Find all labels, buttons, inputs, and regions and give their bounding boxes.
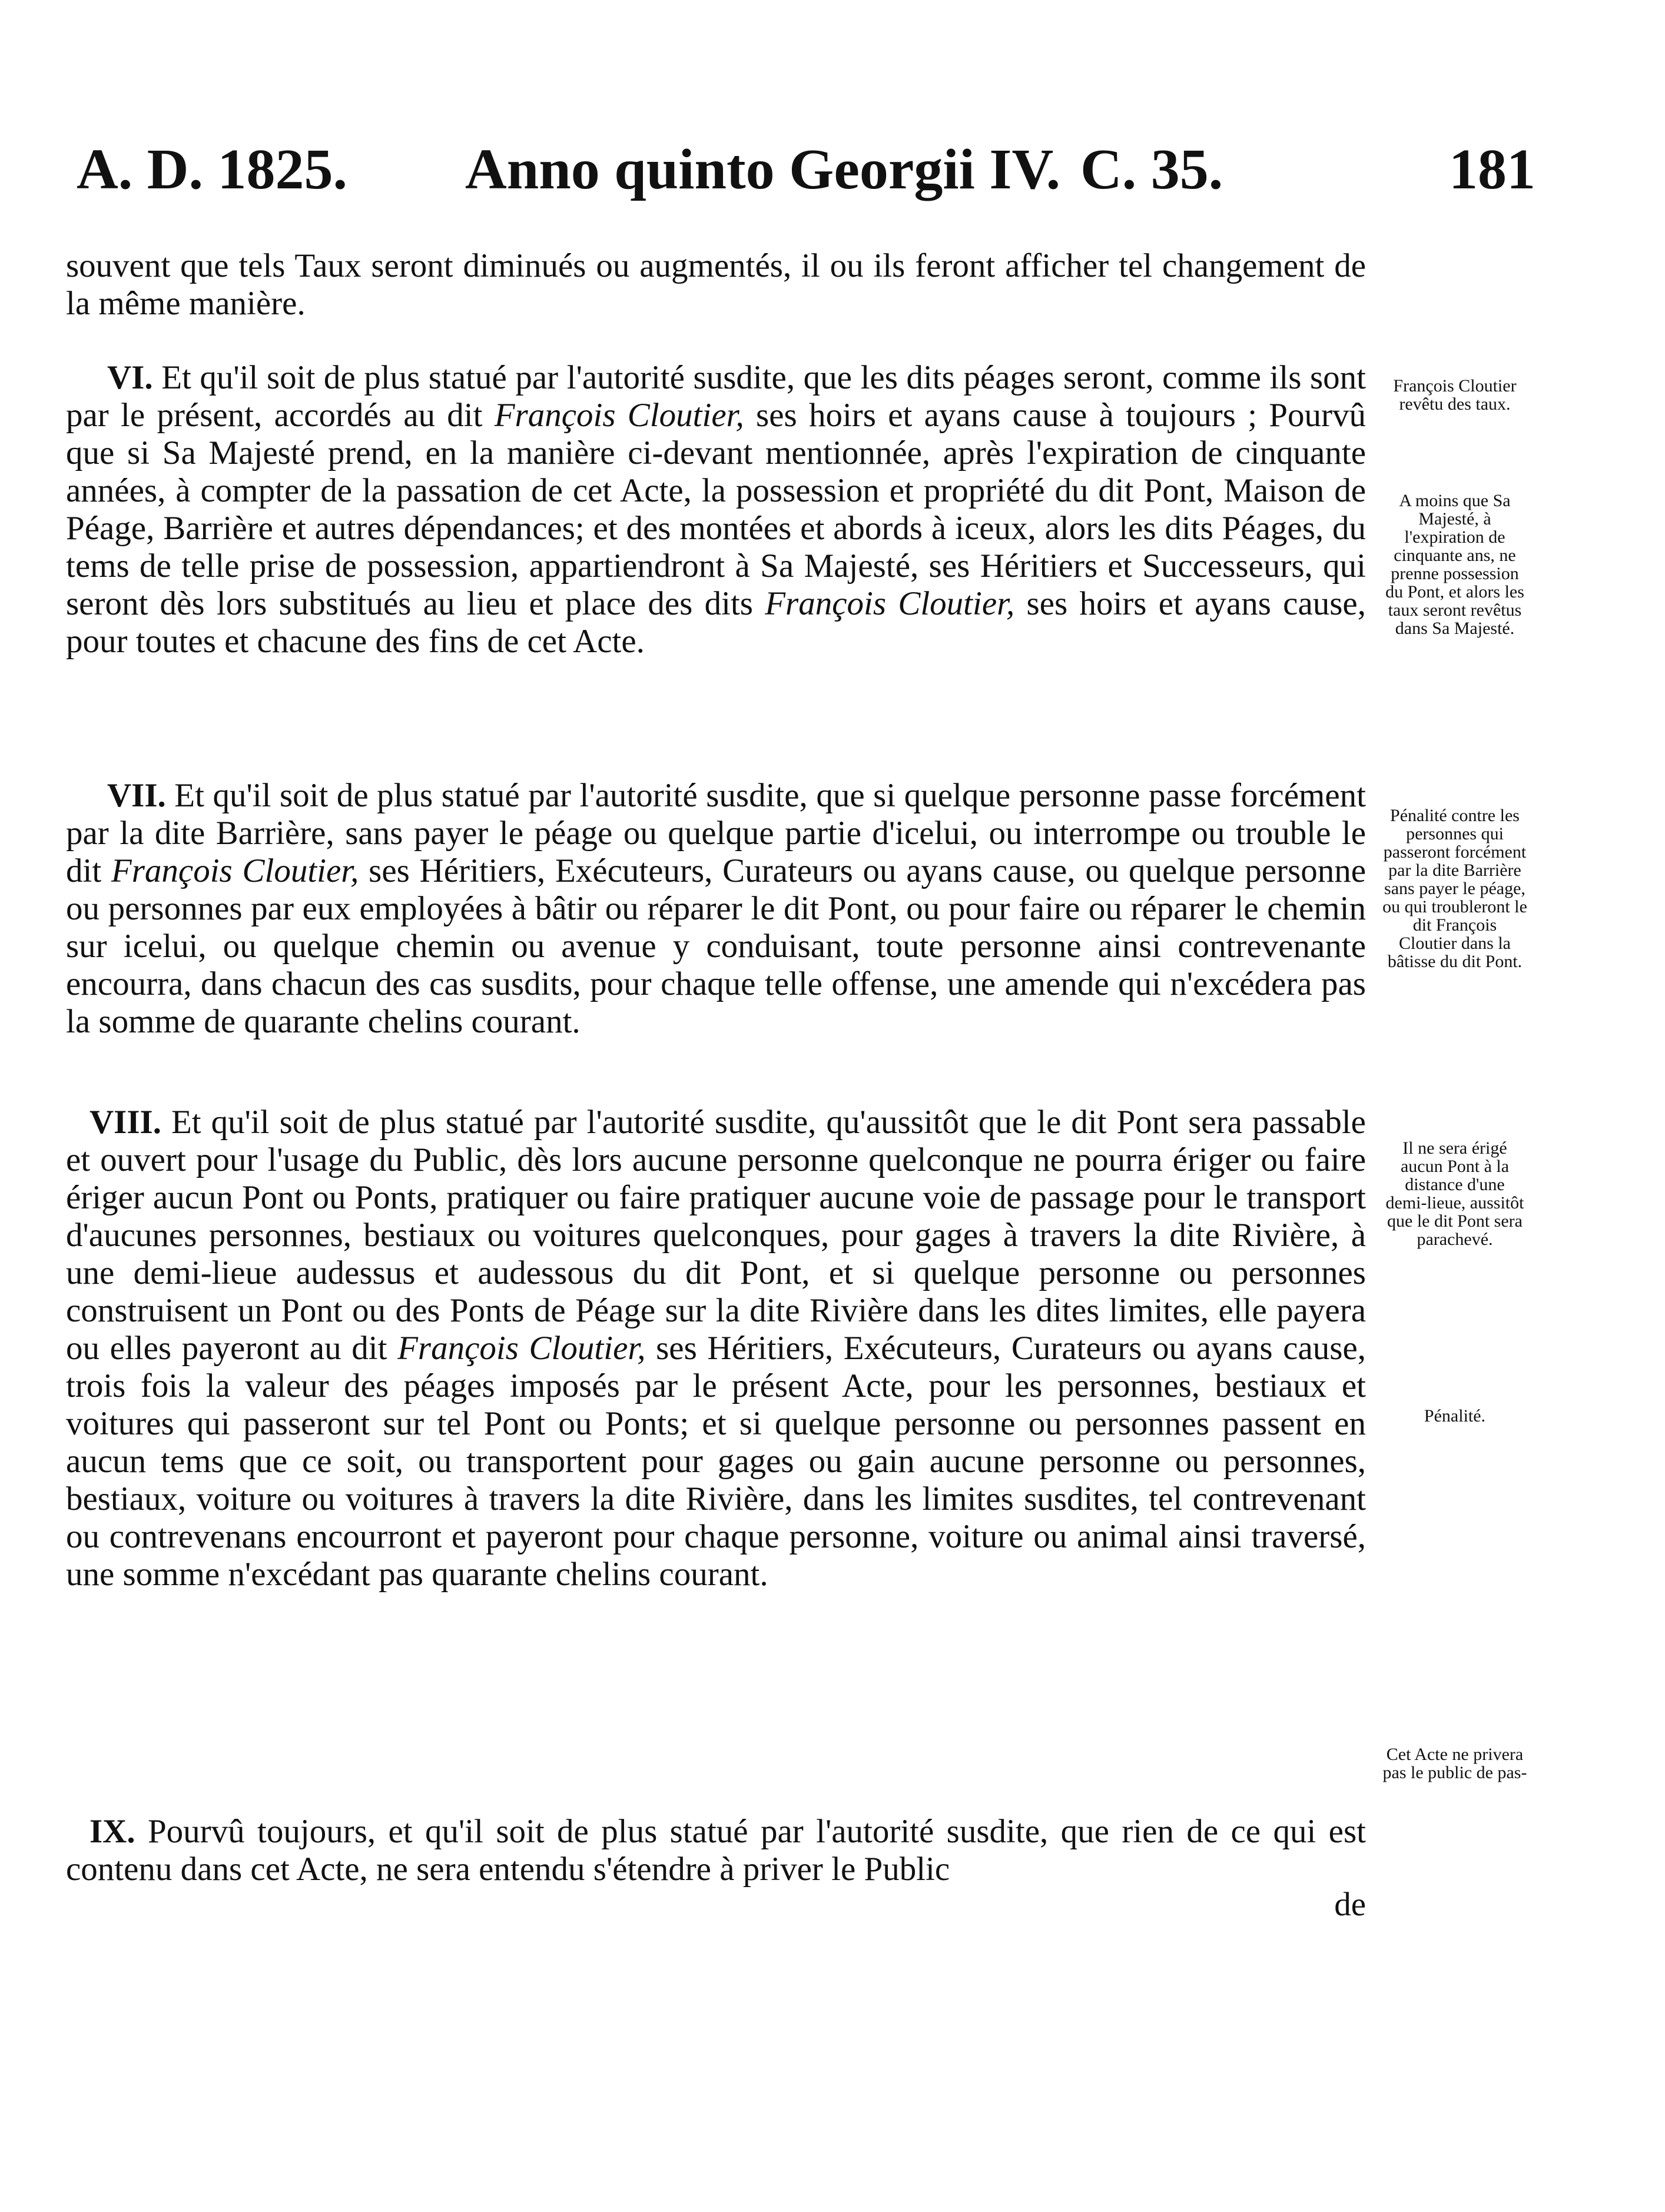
person-name: François Cloutier, [111, 852, 359, 889]
section-vii: VII. Et qu'il soit de plus statué par l'autorité susdite, que si quelque personne passe forcément par la dite Barrière, sans payer le péage ou quelque partie d'icelui, ou interrompe ou trouble le dit François Cloutier, ses Héritiers, Exécuteurs, Curateurs ou ayans cause, ou quelque personne ou personnes par eux employées à bâtir ou réparer le dit Pont, ou pour faire ou réparer le chemin sur icelui, ou quelque chemin ou avenue y conduisant, toute personne ainsi contrevenante encourra, dans chacun des cas susdits, pour chaque telle offense, une amende qui n'excédera pas la somme de quarante chelins courant. [66, 777, 1366, 1040]
paragraph-continuation [66, 247, 1366, 323]
section-vi: VI. Et qu'il soit de plus statué par l'autorité susdite, que les dits péages seront, comme ils sont par le présent, accordés au dit François Cloutier, ses hoirs et ayans cause à toujours ; Pourvû que si Sa Majesté prend, en la manière ci-devant mentionnée, après l'expiration de cinquante années, à compter de la passation de cet Acte, la possession et propriété du dit Pont, Maison de Péage, Barrière et autres dépendances; et des montées et abords à iceux, alors les dits Péages, du tems de telle prise de possession, appartiendront à Sa Majesté, ses Héritiers et Successeurs, qui seront dès lors substitués au lieu et place des dits François Cloutier, ses hoirs et ayans cause, pour toutes et chacune des fins de cet Acte. [66, 359, 1366, 660]
margin-note: A moins que Sa Majesté, à l'expiration de cinquante ans, ne prenne possession du Pont, et alors les taux seront revêtus dans Sa Majesté. [1385, 491, 1524, 638]
header-chapter: C. 35. [1080, 138, 1223, 201]
page-number: 181 [1449, 138, 1535, 201]
section-ix: IX. Pourvû toujours, et qu'il soit de plus statué par l'autorité susdite, que rien de ce qui est contenu dans cet Acte, ne sera entendu s'étendre à priver le Public [66, 1813, 1366, 1888]
header-title: Anno quinto Georgii IV. [465, 138, 1061, 201]
margin-note: François Cloutier revêtu des taux. [1393, 376, 1517, 414]
header-year: A. D. 1825. [77, 138, 348, 201]
section-number: VI. [107, 359, 153, 396]
margin-note: Cet Acte ne privera pas le public de pas- [1382, 1745, 1527, 1782]
margin-note: Il ne sera érigé aucun Pont à la distance d'une demi-lieue, aussitôt que le dit Pont sera parachevé. [1385, 1138, 1524, 1249]
running-header [77, 134, 1535, 205]
section-number: VII. [107, 777, 166, 814]
section-viii: VIII. Et qu'il soit de plus statué par l'autorité susdite, qu'aussitôt que le dit Pont sera passable et ouvert pour l'usage du Public, dès lors aucune personne quelconque ne pourra ériger ou faire ériger aucun Pont ou Ponts, pratiquer ou faire pratiquer aucune voie de passage pour le transport d'aucunes personnes, bestiaux ou voitures quelconques, pour gages à travers la dite Rivière, à une demi-lieue audessus et audessous du dit Pont, et si quelque personne ou personnes construisent un Pont ou des Ponts de Péage sur la dite Rivière dans les dites limites, elle payera ou elles payeront au dit François Cloutier, ses Héritiers, Exécuteurs, Curateurs ou ayans cause, trois fois la valeur des péages imposés par le présent Acte, pour les personnes, bestiaux et voitures qui passeront sur tel Pont ou Ponts; et si quelque personne ou personnes passent en aucun tems que ce soit, ou transportent pour gages ou gain aucune personne ou personnes, bestiaux, voiture ou voitures à travers la dite Rivière, dans les limites susdites, tel contrevenant ou contrevenans encourront et payeront pour chaque personne, voiture ou animal ainsi traversé, une somme n'excédant pas quarante chelins courant. [66, 1104, 1366, 1593]
paragraph-text: souvent que tels Taux seront diminués ou augmentés, il ou ils feront afficher tel changement de la même manière. [66, 247, 1366, 322]
catchword: de [1334, 1886, 1366, 1923]
margin-note: Pénalité contre les personnes qui passeront forcément par la dite Barrière sans payer le péage, ou qui troubleront le dit François Cloutier dans la bâtisse du dit Pont. [1382, 806, 1527, 971]
section-number: VIII. [89, 1104, 161, 1141]
person-name: François Cloutier, [494, 397, 744, 434]
person-name: François Cloutier, [765, 585, 1015, 622]
margin-note: Pénalité. [1424, 1406, 1486, 1426]
person-name: François Cloutier, [397, 1330, 646, 1367]
section-number: IX. [89, 1813, 135, 1850]
